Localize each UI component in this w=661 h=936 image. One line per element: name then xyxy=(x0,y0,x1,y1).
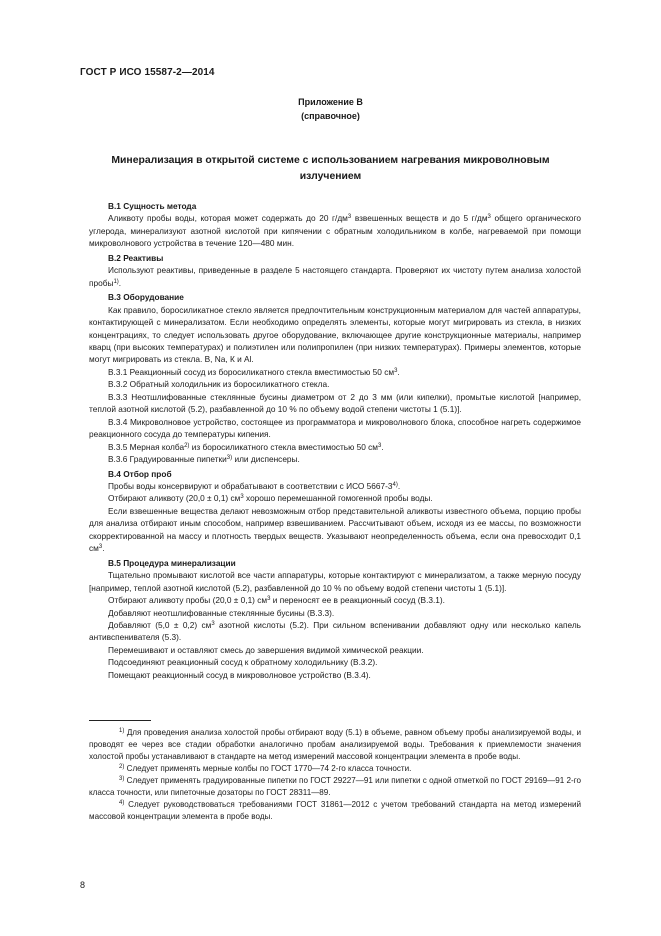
paragraph: Используют реактивы, приведенные в разделе 5 настоящего стандарта. Проверяют их чистоту путем анализа холостой пробы$^{1)}$. xyxy=(89,265,581,288)
footnote-ref: 3) xyxy=(226,455,233,462)
footnote-ref: 4) xyxy=(392,481,398,488)
paragraph: Аликвоту пробы воды, которая может содержать до 20 $г/дм^3$ взвешенных веществ и до 5 $г/дм^3$ общего органического углерода, минерализуют азотной кислотой при кипячении с обратным холодильником в колбе, нагреваемой при помощи микроволнового устройства в течение 120—480 мин. xyxy=(89,213,581,249)
annex-kind: (справочное) xyxy=(301,111,360,121)
footnote: $^{2)}$ Следует применять мерные колбы по ГОСТ 1770—74 2-го класса точности. xyxy=(119,764,412,773)
paragraph: В.3.2 Обратный холодильник из боросиликатного стекла. xyxy=(108,379,330,390)
footnote-ref: 1) xyxy=(113,278,119,285)
annex-name: Приложение В xyxy=(298,97,363,107)
section-heading: В.1 Сущность метода xyxy=(108,201,197,211)
section-heading: В.4 Отбор проб xyxy=(108,468,172,479)
paragraph: В.3.5 Мерная колба$^{2)}$ из боросиликатного стекла вместимостью 50 $см^3$. xyxy=(108,441,384,452)
section-heading: В.5 Процедура минерализации xyxy=(108,557,236,568)
document-code: ГОСТ Р ИСО 15587-2—2014 xyxy=(80,67,215,78)
footnote: $^{4)}$ Следует руководствоваться требованиями ГОСТ 31861—2012 с учетом требований стандарта на метод измерений массовой концентрации элемента в пробе воды. xyxy=(89,800,581,821)
paragraph: В.3.1 Реакционный сосуд из боросиликатного стекла вместимостью 50 $см^3$. xyxy=(108,366,400,377)
paragraph: Помещают реакционный сосуд в микроволновое устройство (В.3.4). xyxy=(108,669,371,680)
paragraph: Тщательно промывают кислотой все части аппаратуры, которые контактируют с минерализатом, а также мерную посуду [например, теплой азотной кислотой (5.2), разбавленной до 10 % по объему водой степени чистоты 1 (5.1)]. xyxy=(89,570,581,593)
section-heading: В.2 Реактивы xyxy=(108,252,164,263)
paragraph: В.3.6 Градуированные пипетки$^{3)}$ или диспенсеры. xyxy=(108,454,300,465)
paragraph: В.3.3 Неотшлифованные стеклянные бусины диаметром от 2 до 3 мм (или кипелки), промытые кислотой [например, теплой азотной кислотой (5.2), разбавленной до 10 % по объему водой степени чистоты 1 (5.1)]. xyxy=(89,391,581,415)
paragraph: Отбирают аликвоту (20,0 ± 0,1) $см^3$ хорошо перемешанной гомогенной пробы воды. xyxy=(108,493,433,504)
body-text xyxy=(89,198,581,681)
paragraph: Как правило, боросиликатное стекло является предпочтительным конструкционным материалом для частей аппаратуры, контактирующей с минерализатом. Если необходимо определять элементы, которые могут мигрировать из стекла, в низких концентрациях, то следует использовать другое оборудование, включающее другие конструкционные материалы, например кварц (при высоких температурах) и полиэтилен или полипропилен (при низких температурах). Примеры элементов, которые могут мигрировать из стекла. В, Na, К и Al. xyxy=(89,304,581,365)
paragraph: Подсоединяют реакционный сосуд к обратному холодильнику (В.3.2). xyxy=(108,657,378,668)
footnote-divider xyxy=(89,720,151,721)
paragraph: Перемешивают и оставляют смесь до завершения видимой химической реакции. xyxy=(108,644,424,655)
footnote-ref: 2) xyxy=(184,442,190,449)
paragraph: Добавляют (5,0 ± 0,2) $см^3$ азотной кислоты (5.2). При сильном вспенивании добавляют одну или несколько капель антивспенивателя (5.3). xyxy=(89,619,581,643)
paragraph: Добавляют неотшлифованные стеклянные бусины (В.3.3). xyxy=(108,607,335,618)
section-heading: В.3 Оборудование xyxy=(108,292,184,303)
paragraph: Пробы воды консервируют и обрабатывают в соответствии с ИСО 5667-3$^{4)}$. xyxy=(108,480,401,491)
footnote: $^{3)}$ Следует применять градуированные пипетки по ГОСТ 29227—91 или пипетки с одной отметкой по ГОСТ 29169—91 2-го класса точности, или пипеточные дозаторы по ГОСТ 28311—89. xyxy=(89,776,581,797)
paragraph: В.3.4 Микроволновое устройство, состоящее из программатора и микроволнового блока, способное нагреть содержимое реакционного сосуда до температуры кипения. xyxy=(89,416,581,440)
footnotes xyxy=(89,727,581,823)
page-number: 8 xyxy=(80,880,86,890)
paragraph: Если взвешенные вещества делают невозможным отбор представительной аликвоты известного объема, порцию пробы для анализа отбирают иным способом, например взвешиванием. Рассчитывают объем, исходя из ее массы, по возможности скорректированной на массу и плотность твердых веществ. Указывают неопределенность объема, если она превосходит 0,1 $см^3$. xyxy=(89,505,581,554)
footnote: $^{1)}$ Для проведения анализа холостой пробы отбирают воду (5.1) в объеме, равном объему пробы анализируемой воды, и проводят ее через все стадии обработки аналогично пробам анализируемой воды. Требования к приемлемости значения холостой пробы устанавливают в стандарте на метод измерений массовой концентрации элемента в пробе воды. xyxy=(89,728,581,761)
annex-title: Минерализация в открытой системе с использованием нагревания микроволновым излучением xyxy=(111,155,550,182)
paragraph: Отбирают аликвоту пробы (20,0 ± 0,1) $см^3$ и переносят ее в реакционный сосуд (В.3.1). xyxy=(108,595,445,606)
